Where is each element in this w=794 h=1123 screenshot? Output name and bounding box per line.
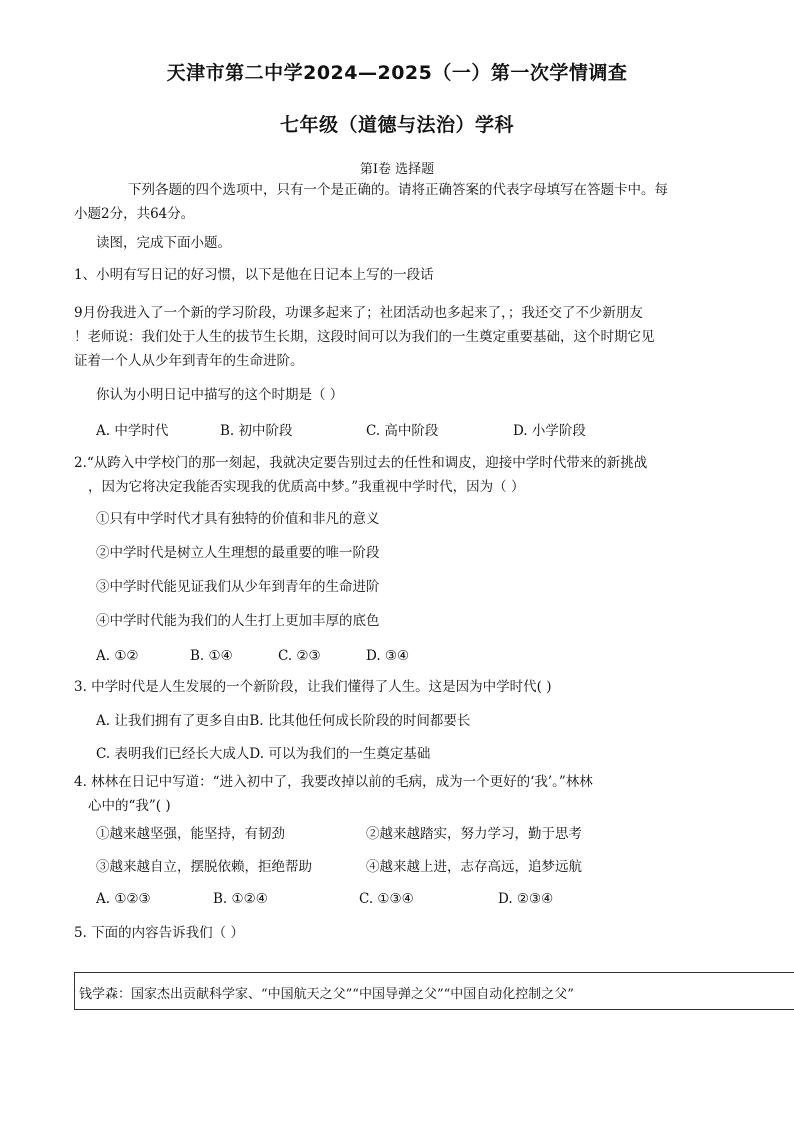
q5-stem: 5. 下面的内容告诉我们（ ） (74, 925, 244, 941)
section-heading: 第Ⅰ卷 选择题 (359, 162, 435, 177)
q2-item-3: ③中学时代能见证我们从少年到青年的生命进阶 (96, 579, 380, 595)
q1-option-a[interactable]: A. 中学时代 (96, 423, 169, 439)
q4-item-3: ③越来越自立，摆脱依赖，拒绝帮助 (96, 859, 312, 875)
exam-title: 天津市第二中学2024—2025（一）第一次学情调查 (166, 62, 628, 84)
q3-options-ab[interactable]: A. 让我们拥有了更多自由B. 比其他任何成长阶段的时间都要长 (96, 713, 471, 729)
q4-option-a[interactable]: A. ①②③ (96, 891, 151, 907)
q1-option-c[interactable]: C. 高中阶段 (366, 423, 439, 439)
q1-ask: 你认为小明日记中描写的这个时期是（ ） (96, 387, 344, 403)
q2-option-b[interactable]: B. ①④ (190, 648, 233, 664)
q4-stem-line-1: 4. 林林在日记中写道：“进入初中了，我要改掉以前的毛病，成为一个更好的‘我’。”林林 (74, 774, 593, 790)
q2-option-d[interactable]: D. ③④ (366, 648, 410, 664)
exam-subtitle: 七年级（道德与法治）学科 (279, 114, 514, 136)
q4-option-b[interactable]: B. ①②④ (213, 891, 268, 907)
q3-options-cd[interactable]: C. 表明我们已经长大成人D. 可以为我们的一生奠定基础 (96, 746, 431, 762)
q2-item-4: ④中学时代能为我们的人生打上更加丰厚的底色 (96, 613, 380, 629)
q4-stem-line-2: 心中的“我”( ) (88, 798, 171, 814)
q2-option-c[interactable]: C. ②③ (278, 648, 321, 664)
q4-item-1: ①越来越坚强，能坚持，有韧劲 (96, 826, 285, 842)
q2-item-2: ②中学时代是树立人生理想的最重要的唯一阶段 (96, 545, 380, 561)
q1-diary-line-1: 9月份我进入了一个新的学习阶段，功课多起来了；社团活动也多起来了，；我还交了不少新朋友 (74, 305, 643, 321)
q3-stem: 3. 中学时代是人生发展的一个新阶段，让我们懂得了人生。这是因为中学时代( ) (74, 679, 552, 695)
instructions-line-2: 小题2分，共64分。 (74, 206, 195, 222)
q1-option-b[interactable]: B. 初中阶段 (220, 423, 293, 439)
q4-option-d[interactable]: D. ②③④ (498, 891, 554, 907)
q2-option-a[interactable]: A. ①② (96, 648, 139, 664)
q2-item-1: ①只有中学时代才具有独特的价值和非凡的意义 (96, 511, 380, 527)
read-prompt: 读图，完成下面小题。 (96, 235, 231, 251)
instructions-line-1: 下列各题的四个选项中，只有一个是正确的。请将正确答案的代表字母填写在答题卡中。每 (128, 182, 668, 198)
q1-diary-line-3: 证着一个人从少年到青年的生命进阶。 (74, 353, 304, 369)
q4-item-4: ④越来越上进，志存高远，追梦远航 (366, 859, 582, 875)
q5-material-text: 钱学森：国家杰出贡献科学家、“中国航天之父”“中国导弹之父”“中国自动化控制之父” (79, 987, 574, 1002)
q2-stem-line-1: 2.“从跨入中学校门的那一刻起，我就决定要告别过去的任性和调皮，迎接中学时代带来的新挑战 (74, 455, 648, 471)
q4-option-c[interactable]: C. ①③④ (359, 891, 414, 907)
q1-diary-line-2: ！老师说：我们处于人生的拔节生长期，这段时间可以为我们的一生奠定重要基础，这个时期它见 (74, 329, 655, 345)
q2-stem-line-2: ，因为它将决定我能否实现我的优质高中梦。”我重视中学时代，因为（ ） (88, 479, 525, 495)
q5-material-box (74, 972, 794, 1010)
q1-stem: 1、小明有写日记的好习惯，以下是他在日记本上写的一段话 (74, 267, 434, 283)
q1-option-d[interactable]: D. 小学阶段 (513, 423, 586, 439)
q4-item-2: ②越来越踏实，努力学习，勤于思考 (366, 826, 582, 842)
